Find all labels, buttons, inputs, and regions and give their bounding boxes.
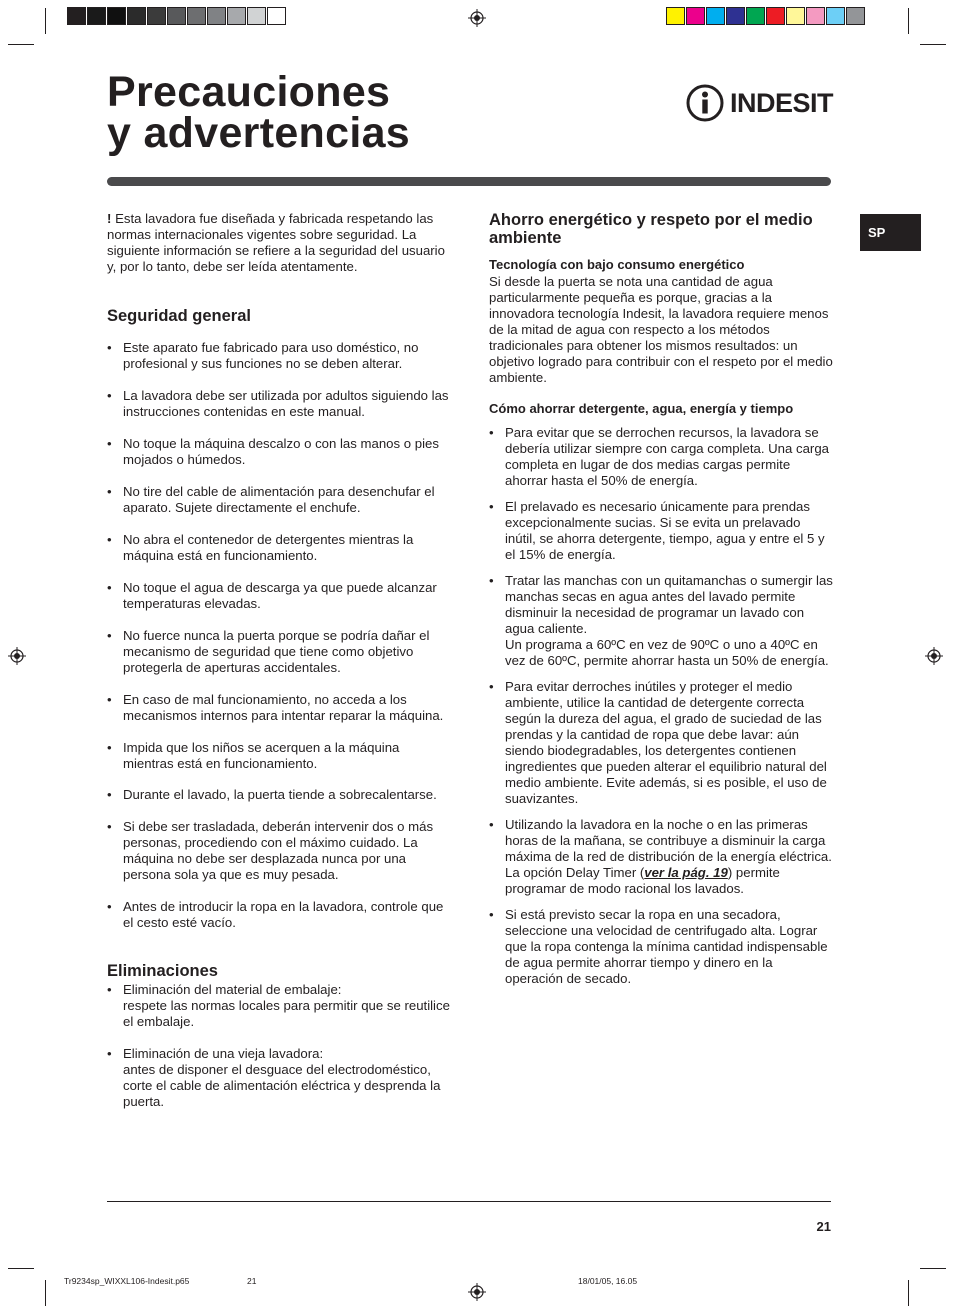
crop-mark <box>920 44 946 45</box>
section-heading-eliminaciones: Eliminaciones <box>107 962 218 980</box>
color-swatch <box>247 7 266 25</box>
color-swatch <box>107 7 126 25</box>
intro-paragraph <box>107 211 452 275</box>
registration-mark-icon <box>925 647 943 665</box>
saving-item-text: Un programa a 60ºC en vez de 90ºC o uno a 40ºC en vez de 60ºC, permite ahorrar hasta un 50% de energía. <box>505 637 829 668</box>
footer-date: 18/01/05, 16.05 <box>578 1276 638 1286</box>
saving-item-text: ) permite programar de modo racional los lavados. <box>505 865 780 896</box>
indesit-logo <box>686 84 833 122</box>
right-column <box>489 211 834 987</box>
header-rule <box>107 177 831 186</box>
color-swatch <box>806 7 825 25</box>
list-item: • La lavadora debe ser utilizada por adultos siguiendo las instrucciones contenidas en este manual. <box>107 388 452 420</box>
grayscale-color-bar <box>67 7 287 25</box>
warning-mark: ! <box>107 211 112 226</box>
section-heading-seguridad: Seguridad general <box>107 307 251 325</box>
list-item: • Si debe ser trasladada, deberán intervenir dos o más personas, procediendo con el máximo cuidado. La máquina no debe ser desplazada nunca por una persona sola ya que es muy pesada. <box>107 819 452 883</box>
list-item: • Para evitar que se derrochen recursos, la lavadora se debería utilizar siempre con carga completa. Una carga completa en lugar de dos medias cargas permite ahorrar hasta el 50% de energía. <box>489 425 834 489</box>
color-swatch <box>207 7 226 25</box>
color-swatch <box>227 7 246 25</box>
list-item <box>489 817 834 897</box>
list-item: • Si está previsto secar la ropa en una secadora, seleccione una velocidad de centrifugado alta. Lograr que la ropa contenga la mínima cantidad indispensable de agua permite ahorrar tiempo y dinero en la operación de secado. <box>489 907 834 987</box>
disposal-item-title: • Eliminación del material de embalaje: <box>123 982 342 997</box>
footer-filename: Tr9234sp_WIXXL106-Indesit.p65 <box>64 1276 190 1286</box>
color-swatch <box>167 7 186 25</box>
list-item: • No toque el agua de descarga ya que puede alcanzar temperaturas elevadas. <box>107 580 452 612</box>
intro-text: Esta lavadora fue diseñada y fabricada respetando las normas internacionales vigentes sobre seguridad. La siguiente información se refiere a la seguridad del usuario y, por lo tanto, debe ser leída atentamente. <box>107 211 445 274</box>
crop-mark <box>45 1280 46 1306</box>
list-item: • En caso de mal funcionamiento, no acceda a los mecanismos internos para intentar reparar la máquina. <box>107 692 452 724</box>
language-tab: SP <box>860 214 921 251</box>
list-item: • Antes de introducir la ropa en la lavadora, controle que el cesto esté vacío. <box>107 899 452 931</box>
crop-mark <box>920 1268 946 1269</box>
color-swatch <box>846 7 865 25</box>
list-item <box>107 1046 452 1110</box>
registration-mark-icon <box>8 647 26 665</box>
disposal-item-text: antes de disponer el desguace del electrodoméstico, corte el cable de alimentación eléctrica y desprenda la puerta. <box>123 1062 441 1109</box>
disposal-list <box>107 982 452 1110</box>
color-swatch <box>726 7 745 25</box>
color-swatch <box>686 7 705 25</box>
indesit-i-icon <box>686 84 724 122</box>
list-item <box>107 982 452 1030</box>
list-item: • Este aparato fue fabricado para uso doméstico, no profesional y sus funciones no se deben alterar. <box>107 340 452 372</box>
footer-page: 21 <box>247 1276 257 1286</box>
saving-item-text: Utilizando la lavadora en la noche o en las primeras horas de la mañana, se contribuye a disminuir la carga máxima de la red de distribución de la energía eléctrica. La opción Delay Timer ( <box>505 817 832 880</box>
safety-list <box>107 340 452 931</box>
section-heading-ahorro: Ahorro energético y respeto por el medio ambiente <box>489 211 813 247</box>
list-item: • Para evitar derroches inútiles y proteger el medio ambiente, utilice la cantidad de detergente correcta según la dureza del agua, el grado de suciedad de las prendas y la cantidad de ropa que debe lavar: aún siendo biodegradables, los detergentes contienen ingredientes que pueden alterar el equilibrio natural del medio ambiente. Evite además, si es posible, el uso de suavizantes. <box>489 679 834 807</box>
process-color-bar <box>666 7 866 25</box>
page-title: Precauciones y advertencias <box>107 68 410 157</box>
list-item: • No tire del cable de alimentación para desenchufar el aparato. Sujete directamente el enchufe. <box>107 484 452 516</box>
page-number: 21 <box>816 1219 831 1234</box>
saving-item-text: • Tratar las manchas con un quitamanchas o sumergir las manchas secas en agua antes del lavado permite disminuir la necesidad de programar un lavado con agua caliente. <box>505 573 833 636</box>
color-swatch <box>786 7 805 25</box>
list-item <box>489 573 834 669</box>
color-swatch <box>67 7 86 25</box>
crop-mark <box>908 8 909 34</box>
list-item: • No abra el contenedor de detergentes mientras la máquina está en funcionamiento. <box>107 532 452 564</box>
saving-list <box>489 425 834 987</box>
color-swatch <box>267 7 286 25</box>
crop-mark <box>45 8 46 34</box>
color-swatch <box>147 7 166 25</box>
list-item: • Durante el lavado, la puerta tiende a sobrecalentarse. <box>107 787 452 803</box>
crop-mark <box>8 1268 34 1269</box>
left-column <box>107 211 452 1110</box>
color-swatch <box>127 7 146 25</box>
crop-mark <box>908 1280 909 1306</box>
color-swatch <box>666 7 685 25</box>
subheading-como-ahorrar: Cómo ahorrar detergente, agua, energía y tiempo <box>489 401 794 416</box>
color-swatch <box>746 7 765 25</box>
registration-mark-icon <box>468 1283 486 1301</box>
crop-mark <box>8 44 34 45</box>
brand-wordmark: INDESIT <box>730 87 834 118</box>
color-swatch <box>187 7 206 25</box>
list-item: • Impida que los niños se acerquen a la máquina mientras está en funcionamiento. <box>107 740 452 772</box>
disposal-item-title: • Eliminación de una vieja lavadora: <box>123 1046 324 1061</box>
list-item: • El prelavado es necesario únicamente para prendas excepcionalmente sucias. Si se evita un prelavado inútil, se ahorra detergente, tiempo, agua y entre el 5 y el 15% de energía. <box>489 499 834 563</box>
footer-rule <box>107 1201 831 1202</box>
subheading-tecnologia: Tecnología con bajo consumo energético <box>489 257 745 272</box>
list-item: • No toque la máquina descalzo o con las manos o pies mojados o húmedos. <box>107 436 452 468</box>
list-item: • No fuerce nunca la puerta porque se podría dañar el mecanismo de seguridad que tiene como objetivo protegerla de aperturas accidentales. <box>107 628 452 676</box>
page-reference-link[interactable]: ver la pág. 19 <box>644 865 728 880</box>
color-swatch <box>706 7 725 25</box>
color-swatch <box>766 7 785 25</box>
paragraph-tecnologia: Si desde la puerta se nota una cantidad de agua particularmente pequeña es porque, gracias a la innovadora tecnología Indesit, la lavadora requiere menos de la mitad de agua con respecto a los métodos tradicionales para obtener los mismos resultados: un objetivo logrado para contribuir con el respeto por el medio ambiente. <box>489 274 833 385</box>
disposal-item-text: respete las normas locales para permitir que se reutilice el embalaje. <box>123 998 450 1029</box>
color-swatch <box>826 7 845 25</box>
color-swatch <box>87 7 106 25</box>
registration-mark-icon <box>468 9 486 27</box>
